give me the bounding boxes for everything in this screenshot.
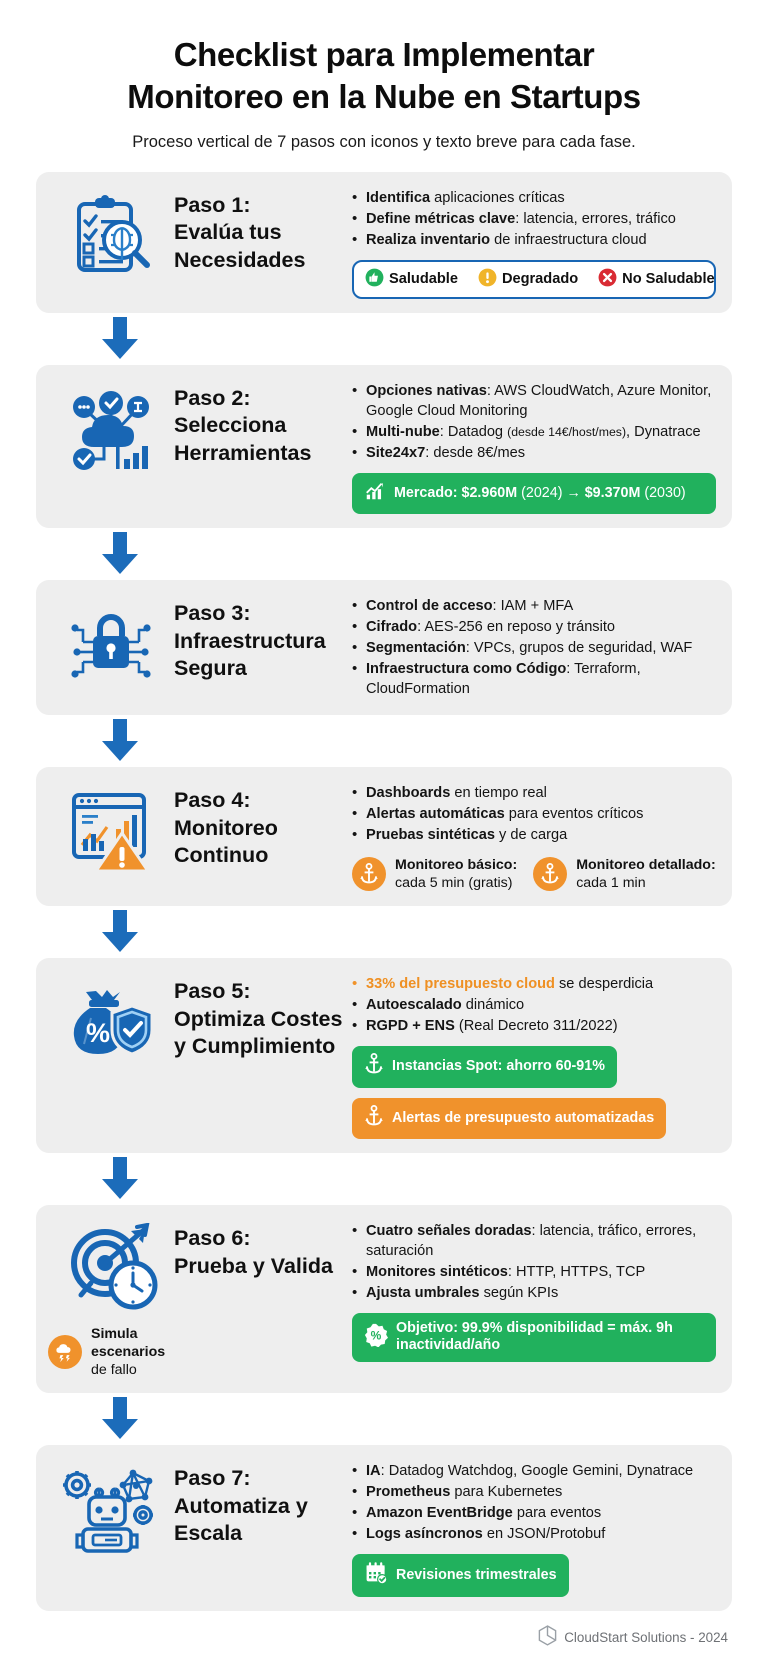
badge-label: Instancias Spot: ahorro 60-91% [392, 1058, 605, 1075]
step-title-line-1: Automatiza y [174, 1493, 308, 1518]
step-3-icon-column [48, 594, 174, 686]
step-4-body [352, 781, 716, 892]
step-connector-arrow [36, 528, 732, 580]
step-title-line-2: Necesidades [174, 247, 306, 272]
status-badge[interactable] [365, 268, 458, 291]
anchor-label: Monitoreo básico: cada 5 min (gratis) [395, 857, 518, 892]
cloud-nodes-barchart-icon [64, 383, 158, 475]
step-connector-arrow [36, 906, 732, 958]
step-label: Paso 3: [174, 601, 251, 626]
step-title-line-2: Segura [174, 656, 247, 681]
step-5 [36, 958, 732, 1205]
left-anchor-label: Simula escenarios de fallo [91, 1326, 166, 1379]
step-7-card[interactable] [36, 1445, 732, 1611]
bullet-item: • RGPD + ENS (Real Decreto 311/2022) [352, 1017, 716, 1037]
bullet-item: • Monitores sintéticos: HTTP, HTTPS, TCP [352, 1263, 716, 1283]
thumbs-up-icon [365, 268, 384, 291]
dashboard-alert-icon [64, 785, 158, 873]
step-2-badge[interactable] [352, 473, 716, 514]
bullet-item: • Amazon EventBridge para eventos [352, 1504, 716, 1524]
bullet-item: • Define métricas clave: latencia, errores, tráfico [352, 210, 716, 230]
step-title-line-2: y Cumplimiento [174, 1034, 336, 1059]
step-label: Paso 7: [174, 1466, 251, 1491]
step-5-icon-column [48, 972, 174, 1064]
step-1-card[interactable] [36, 172, 732, 313]
anchor-icon [364, 1053, 384, 1080]
bullet-item: • Cifrado: AES-256 en reposo y tránsito [352, 618, 716, 638]
bullet-item: • Control de acceso: IAM + MFA [352, 597, 716, 617]
arrow-down-icon [98, 532, 142, 576]
step-2-card[interactable] [36, 365, 732, 528]
step-title-line-2: Continuo [174, 843, 269, 868]
bullet-item: • Opciones nativas: AWS CloudWatch, Azure Monitor, Google Cloud Monitoring [352, 382, 716, 422]
anchor-icon [364, 1105, 384, 1132]
step-label: Paso 2: [174, 385, 251, 410]
infographic-header [0, 0, 768, 154]
step-5-badge[interactable] [352, 1046, 617, 1087]
padlock-circuit-icon [65, 598, 157, 686]
step-1-body [352, 186, 716, 299]
step-2-heading [174, 379, 352, 468]
step-5-bullet-list [352, 975, 716, 1037]
arrow-down-icon [98, 1397, 142, 1441]
step-5-heading [174, 972, 352, 1061]
bullet-item: • Alertas automáticas para eventos críticos [352, 805, 716, 825]
bullet-item: • IA: Datadog Watchdog, Google Gemini, Dynatrace [352, 1462, 716, 1482]
chart-up-icon [364, 480, 386, 507]
warning-exclamation-icon [478, 268, 497, 291]
bullet-item: • Segmentación: VPCs, grupos de seguridad, WAF [352, 639, 716, 659]
step-connector-arrow [36, 715, 732, 767]
step-title-line-1: Evalúa tus [174, 220, 282, 245]
step-6-badge-row [352, 1313, 716, 1362]
step-6-card[interactable] [36, 1205, 732, 1393]
step-5-badge-row [352, 1046, 716, 1139]
robot-gears-network-icon [61, 1463, 161, 1553]
page-subtitle: Proceso vertical de 7 pasos con iconos y texto breve para cada fase. [132, 133, 636, 152]
step-title-line-1: Optimiza Costes [174, 1006, 343, 1031]
step-3-heading [174, 594, 352, 683]
step-1-heading [174, 186, 352, 275]
step-7-icon-column [48, 1459, 174, 1553]
step-1-bullet-list [352, 189, 716, 251]
step-6 [36, 1205, 732, 1445]
steps-flow [0, 154, 768, 1612]
money-bag-shield-icon [64, 976, 158, 1064]
step-2-badge-row [352, 473, 716, 514]
step-label: Paso 6: [174, 1226, 251, 1250]
anchor-icon [352, 857, 386, 891]
arrow-down-icon [98, 719, 142, 763]
svg-text:%: % [370, 1328, 382, 1343]
bullet-item: • Site24x7: desde 8€/mes [352, 444, 716, 464]
step-title-line-2: Herramientas [174, 440, 312, 465]
step-2-bullet-list [352, 382, 716, 464]
step-7 [36, 1445, 732, 1611]
step-title-line-1: Selecciona [174, 413, 287, 438]
step-title-line-1: Monitoreo [174, 815, 278, 840]
clipboard-checklist-brain-magnifier-icon [65, 190, 157, 282]
step-5-badge[interactable] [352, 1098, 666, 1139]
step-label: Paso 1: [174, 192, 251, 217]
step-6-icon-column [48, 1219, 174, 1379]
step-connector-arrow [36, 1393, 732, 1445]
page-title [40, 34, 728, 118]
footer [0, 1611, 768, 1665]
step-5-card[interactable] [36, 958, 732, 1153]
step-6-heading [174, 1219, 352, 1280]
step-4-heading [174, 781, 352, 870]
step-title-line-1: Prueba y Valida [174, 1253, 333, 1278]
step-7-badge-row [352, 1554, 716, 1597]
arrow-down-icon [98, 317, 142, 361]
step-2-body [352, 379, 716, 514]
anchor-item[interactable] [533, 856, 716, 892]
step-4-card[interactable] [36, 767, 732, 906]
step-6-badge[interactable] [352, 1313, 716, 1362]
status-label: No Saludable [622, 271, 715, 288]
bullet-item: • Prometheus para Kubernetes [352, 1483, 716, 1503]
step-4-icon-column [48, 781, 174, 873]
step-1-icon-column [48, 186, 174, 282]
step-7-heading [174, 1459, 352, 1548]
calendar-check-icon [364, 1561, 388, 1590]
target-arrow-clock-icon [63, 1223, 159, 1313]
badge-label: Objetivo: 99.9% disponibilidad = máx. 9h inactividad/año [396, 1319, 673, 1354]
step-label: Paso 4: [174, 788, 251, 813]
step-6-body [352, 1219, 716, 1362]
step-title-line-1: Infraestructura [174, 628, 326, 653]
bullet-item: • Logs asíncronos en JSON/Protobuf [352, 1525, 716, 1545]
bullet-item: • Realiza inventario de infraestructura cloud [352, 231, 716, 251]
step-connector-arrow [36, 1153, 732, 1205]
x-circle-icon [598, 268, 617, 291]
badge-label: Revisiones trimestrales [396, 1567, 557, 1584]
arrow-down-icon [98, 1157, 142, 1201]
status-badge[interactable] [598, 268, 714, 291]
step-6-bullet-list [352, 1222, 716, 1304]
step-7-body [352, 1459, 716, 1597]
step-3 [36, 580, 732, 767]
bullet-item: • Dashboards en tiempo real [352, 784, 716, 804]
step-title-line-2: Escala [174, 1521, 243, 1546]
step-connector-arrow [36, 313, 732, 365]
badge-label: Mercado: $2.960M (2024) → $9.370M (2030) [394, 484, 686, 501]
step-1 [36, 172, 732, 365]
status-legend[interactable] [352, 260, 716, 299]
bullet-item: • Ajusta umbrales según KPIs [352, 1284, 716, 1304]
svg-text:%: % [86, 1018, 111, 1049]
bullet-item: • Pruebas sintéticas y de carga [352, 826, 716, 846]
anchor-item[interactable] [352, 856, 517, 892]
footer-text: CloudStart Solutions - 2024 [564, 1629, 728, 1645]
step-7-bullet-list [352, 1462, 716, 1545]
step-2-icon-column [48, 379, 174, 475]
anchor-label: Monitoreo detallado: cada 1 min [576, 857, 716, 892]
step-6-left-anchor[interactable] [48, 1325, 174, 1379]
bullet-item: • Identifica aplicaciones críticas [352, 189, 716, 209]
title-line-1: Checklist para Implementar [173, 36, 595, 73]
step-1-status-row [352, 260, 716, 299]
step-7-badge[interactable] [352, 1554, 569, 1597]
step-5-body [352, 972, 716, 1139]
status-label: Saludable [389, 271, 458, 288]
step-2 [36, 365, 732, 580]
badge-label: Alertas de presupuesto automatizadas [392, 1109, 655, 1126]
anchor-icon [533, 857, 567, 891]
step-4 [36, 767, 732, 958]
status-label: Degradado [501, 271, 579, 288]
bullet-item: • Cuatro señales doradas: latencia, tráfico, errores, saturación [352, 1222, 716, 1262]
arrow-down-icon [98, 910, 142, 954]
bullet-item: • Multi-nube: Datadog (desde 14€/host/mes), Dynatrace [352, 423, 716, 443]
bullet-item: • Infraestructura como Código: Terraform, CloudFormation [352, 660, 716, 700]
percent-badge-icon [364, 1323, 388, 1352]
storm-cloud-icon [48, 1335, 82, 1369]
cube-logo-icon [538, 1625, 557, 1649]
step-3-card[interactable] [36, 580, 732, 715]
step-label: Paso 5: [174, 979, 251, 1004]
bullet-item: • 33% del presupuesto cloud se desperdicia [352, 975, 716, 995]
step-3-body [352, 594, 716, 701]
bullet-item: • Autoescalado dinámico [352, 996, 716, 1016]
step-4-anchor-row [352, 856, 716, 892]
step-4-bullet-list [352, 784, 716, 846]
title-line-2: Monitoreo en la Nube en Startups [127, 78, 641, 116]
step-3-bullet-list [352, 597, 716, 700]
status-badge[interactable] [478, 268, 578, 291]
